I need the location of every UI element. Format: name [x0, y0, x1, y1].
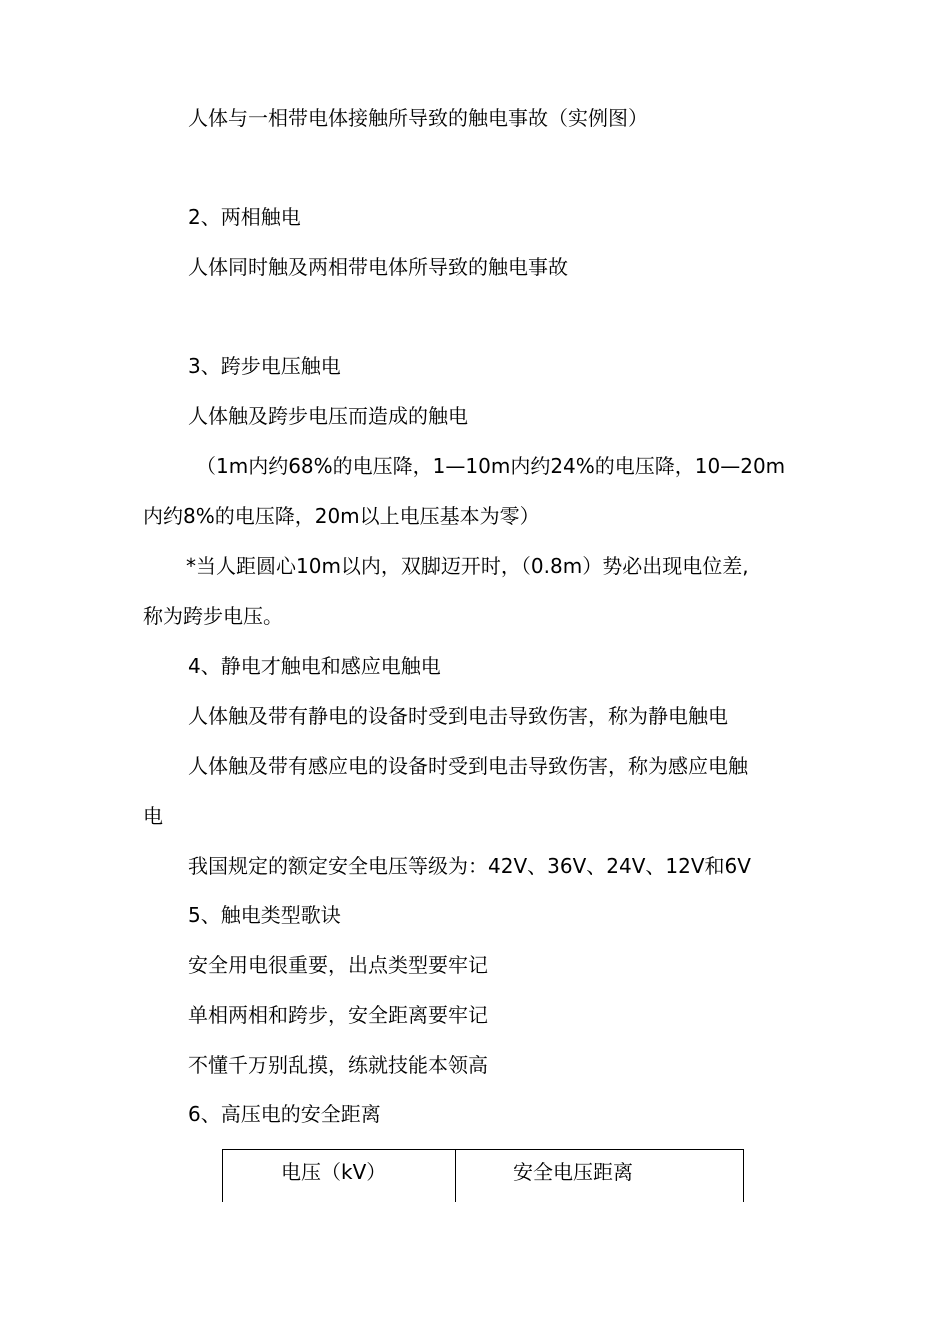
paragraph-induction-shock-line1: 人体触及带有感应电的设备时受到电击导致伤害，称为感应电触: [188, 754, 748, 778]
paragraph-safe-voltage-levels: 我国规定的额定安全电压等级为：42V、36V、24V、12V和6V: [188, 854, 751, 878]
paragraph-induction-shock-line2: 电: [143, 804, 163, 828]
table-column-divider: [455, 1150, 456, 1202]
heading-high-voltage-distance: 6、高压电的安全距离: [188, 1102, 381, 1126]
heading-shock-type-rhyme: 5、触电类型歌诀: [188, 903, 341, 927]
rhyme-line-3: 不懂千万别乱摸，练就技能本领高: [188, 1053, 488, 1077]
paragraph-two-phase-definition: 人体同时触及两相带电体所导致的触电事故: [188, 255, 568, 279]
paragraph-static-shock: 人体触及带有静电的设备时受到电击导致伤害，称为静电触电: [188, 704, 728, 728]
heading-static-induction-shock: 4、静电才触电和感应电触电: [188, 654, 441, 678]
paragraph-voltage-drop-line2: 内约8%的电压降，20m以上电压基本为零）: [143, 504, 540, 528]
paragraph-voltage-drop-line1: （1m内约68%的电压降，1—10m内约24%的电压降，10—20m: [196, 454, 786, 478]
rhyme-line-1: 安全用电很重要，出点类型要牢记: [188, 953, 488, 977]
paragraph-step-voltage-note-line1: *当人距圆心10m以内，双脚迈开时，（0.8m）势必出现电位差,: [186, 554, 749, 578]
heading-two-phase-shock: 2、两相触电: [188, 205, 301, 229]
safety-distance-table: [222, 1149, 744, 1202]
table-header-voltage: 电压（kV）: [281, 1160, 387, 1184]
paragraph-single-phase-example: 人体与一相带电体接触所导致的触电事故（实例图）: [188, 106, 648, 130]
rhyme-line-2: 单相两相和跨步，安全距离要牢记: [188, 1003, 488, 1027]
paragraph-step-voltage-definition: 人体触及跨步电压而造成的触电: [188, 404, 468, 428]
paragraph-step-voltage-note-line2: 称为跨步电压。: [143, 604, 283, 628]
heading-step-voltage-shock: 3、跨步电压触电: [188, 354, 341, 378]
table-header-safe-distance: 安全电压距离: [513, 1160, 633, 1184]
